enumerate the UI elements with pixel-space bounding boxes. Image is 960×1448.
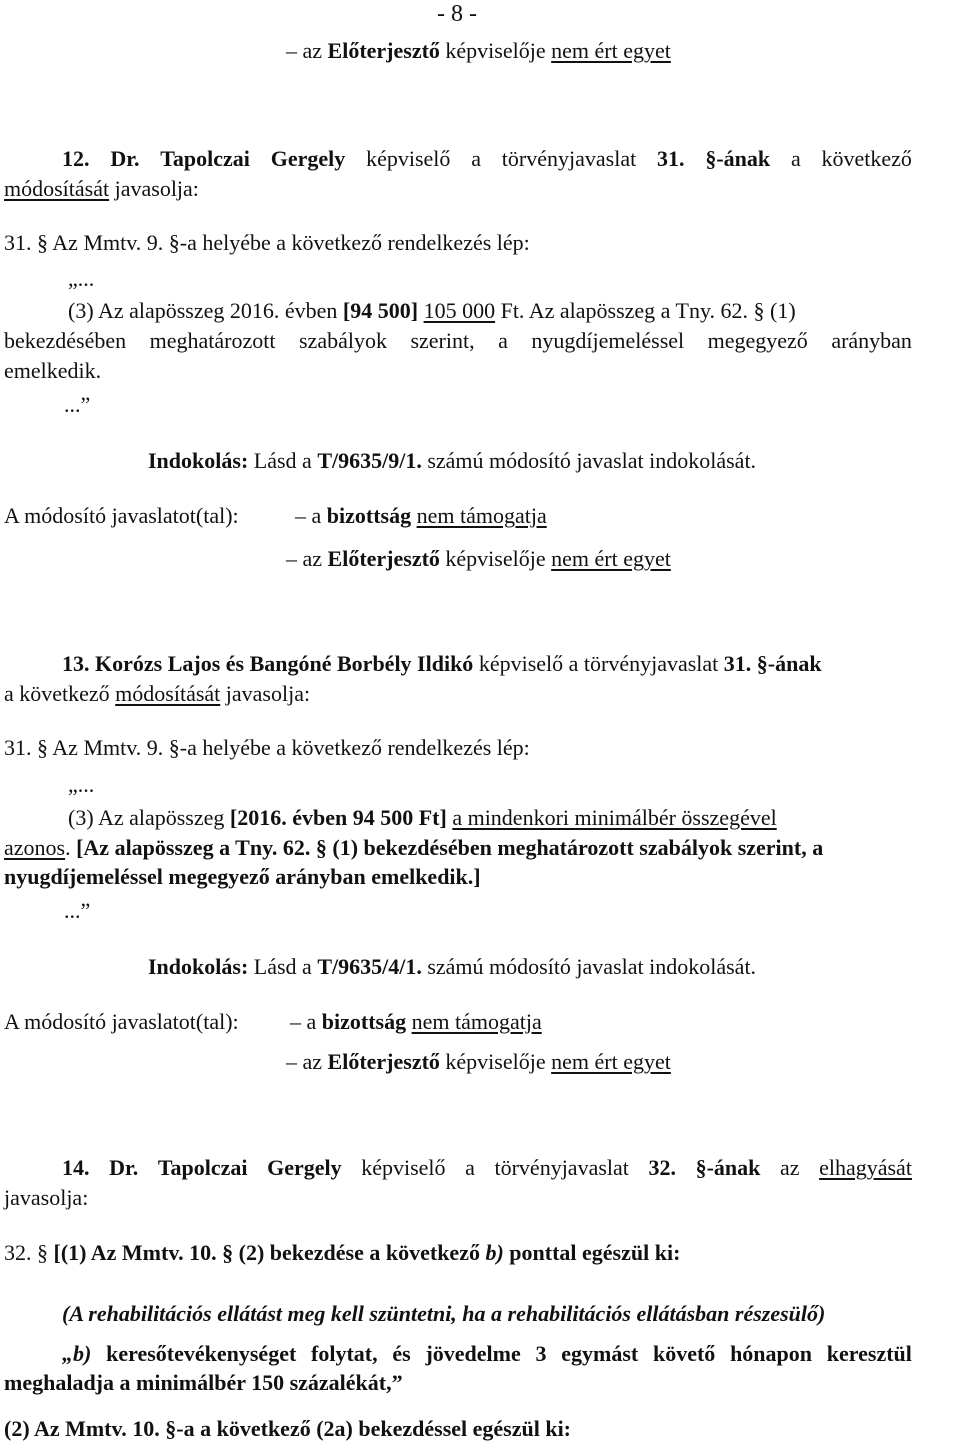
kepviseloje-text: képviselője — [439, 38, 552, 63]
item12-para-line3: emelkedik. — [4, 358, 102, 383]
item14-word: az — [779, 1155, 800, 1180]
item13-heading-line2 — [4, 683, 310, 705]
item12-javasolja: javasolja: — [109, 176, 199, 201]
item14-name2: Gergely — [267, 1155, 342, 1180]
dash-text: – a — [290, 1009, 322, 1034]
item12-indokolas — [148, 450, 756, 472]
item14-word: képviselő — [361, 1155, 446, 1180]
nem-ert-egyet-text: nem ért egyet — [551, 1049, 671, 1074]
item14-section-line — [4, 1242, 680, 1264]
item14-name1: Tapolczai — [157, 1155, 248, 1180]
indokolas-text: Lásd a — [248, 954, 318, 979]
item12-word: meghatározott — [149, 328, 276, 353]
item12-word: bekezdésében — [4, 328, 127, 353]
item14-word: a — [465, 1155, 475, 1180]
item13-eloterjeszto-line — [286, 1051, 671, 1073]
item12-word: következő — [821, 146, 912, 171]
item12-section-mark: §-ának — [705, 146, 771, 171]
item14-b-word: keresőtevékenységet — [106, 1341, 297, 1366]
item13-deleted-text: [Az alapösszeg a Tny. 62. § (1) bekezdésében meghatározott szabályok szerint, a — [76, 835, 824, 860]
item14-text: 32. § — [4, 1240, 54, 1265]
item12-text: Ft. Az alapösszeg a Tny. 62. § (1) — [495, 298, 796, 323]
item14-b-word: 3 — [535, 1341, 547, 1366]
item12-para-line2 — [4, 330, 912, 352]
indokolas-label: Indokolás: — [148, 448, 249, 473]
item14-number: 14. — [62, 1155, 90, 1180]
item12-word: nyugdíjemeléssel — [531, 328, 685, 353]
item12-dr: Dr. — [110, 146, 140, 171]
item13-mod-label: A módosító javaslatot(tal): — [4, 1009, 239, 1034]
item13-text: . — [65, 835, 77, 860]
item13-section: 31. §-ának — [723, 651, 822, 676]
indokolas-text: Lásd a — [248, 448, 318, 473]
item12-new-amount: 105 000 — [423, 298, 496, 323]
indokolas-text: számú módosító javaslat indokolását. — [421, 448, 757, 473]
dash-text: – az — [286, 546, 328, 571]
item14-b-word: egymást — [561, 1341, 639, 1366]
item12-name1: Tapolczai — [160, 146, 250, 171]
indokolas-ref: T/9635/9/1. — [317, 448, 422, 473]
nem-ert-egyet-text: nem ért egyet — [551, 546, 671, 571]
item13-heading-line1 — [62, 653, 822, 675]
indokolas-label: Indokolás: — [148, 954, 249, 979]
item14-b-word: hónapon — [730, 1341, 813, 1366]
dash-text: – az — [286, 38, 328, 63]
item14-last-line: (2) Az Mmtv. 10. §-a a következő (2a) bekezdéssel egészül ki: — [4, 1416, 572, 1441]
item12-para-line1 — [68, 300, 796, 322]
item12-modositasat: módosítását — [4, 176, 110, 201]
item14-deleted-text: [(1) Az Mmtv. 10. § (2) bekezdése a következő — [53, 1240, 486, 1265]
item13-names: Korózs Lajos és Bangóné Borbély Ildikó — [89, 651, 474, 676]
top-opinion-line — [286, 40, 671, 62]
dash-text: – az — [286, 1049, 328, 1074]
item12-word: szabályok — [299, 328, 387, 353]
item12-deleted-amount: [94 500] — [342, 298, 419, 323]
item14-b-line1 — [62, 1343, 912, 1365]
item14-b-word: folytat, — [311, 1341, 378, 1366]
item14-b-word: és — [392, 1341, 411, 1366]
bizottsag-text: bizottság — [321, 1009, 407, 1034]
item12-name2: Gergely — [270, 146, 346, 171]
item13-para-line2 — [4, 837, 823, 859]
indokolas-ref: T/9635/4/1. — [317, 954, 422, 979]
indokolas-text: számú módosító javaslat indokolását. — [421, 954, 757, 979]
item12-heading-line1 — [62, 148, 912, 170]
item12-word: a — [498, 328, 508, 353]
kepviseloje-text: képviselője — [439, 1049, 552, 1074]
item13-new-text: azonos — [4, 835, 66, 860]
bizottsag-text: bizottság — [326, 503, 412, 528]
item13-text: (3) Az alapösszeg — [68, 805, 230, 830]
item12-word: törvényjavaslat — [501, 146, 637, 171]
item13-section-line: 31. § Az Mmtv. 9. §-a helyébe a következő rendelkezés lép: — [4, 735, 530, 760]
item12-number: 12. — [62, 146, 90, 171]
item12-section-number: 31. — [657, 146, 685, 171]
item14-b-word: jövedelme — [425, 1341, 521, 1366]
item12-bizottsag-line — [295, 505, 547, 527]
item13-bizottsag-line — [290, 1011, 542, 1033]
page-number: - 8 - — [437, 1, 477, 27]
item13-javasolja: javasolja: — [220, 681, 311, 706]
kepviseloje-text: képviselője — [439, 546, 552, 571]
item13-para-line3: nyugdíjemeléssel megegyező arányban emelkedik.] — [4, 864, 481, 889]
item12-text: (3) Az alapösszeg 2016. évben — [68, 298, 343, 323]
item14-b-line2: meghaladja a minimálbér 150 százalékát,” — [4, 1370, 403, 1395]
item12-word: képviselő — [366, 146, 451, 171]
dash-text: – a — [295, 503, 327, 528]
item12-word: a — [471, 146, 481, 171]
eloterjeszto-text: Előterjesztő — [327, 38, 440, 63]
item13-open-quote: „... — [68, 772, 95, 797]
item14-italic-line: (A rehabilitációs ellátást meg kell szüntetni, ha a rehabilitációs ellátásban részesülő) — [62, 1301, 826, 1326]
eloterjeszto-text: Előterjesztő — [327, 546, 440, 571]
item13-number: 13. — [62, 651, 90, 676]
item12-heading-line2 — [4, 178, 199, 200]
item14-section-mark: §-ának — [695, 1155, 761, 1180]
item13-text: a következő — [4, 681, 116, 706]
item13-modositasat: módosítását — [115, 681, 221, 706]
item12-word: a — [790, 146, 801, 171]
item12-eloterjeszto-line — [286, 548, 671, 570]
nem-tamogatja-text: nem támogatja — [411, 1009, 542, 1034]
item14-b-marker: „b) — [62, 1341, 92, 1366]
item14-b-word: keresztül — [826, 1341, 912, 1366]
item12-section-line: 31. § Az Mmtv. 9. §-a helyébe a következő rendelkezés lép: — [4, 230, 530, 255]
nem-ert-egyet-text: nem ért egyet — [551, 38, 671, 63]
item14-b-word: követő — [652, 1341, 716, 1366]
item13-new-text: a mindenkori minimálbér összegével — [452, 805, 777, 830]
item13-text: képviselő a törvényjavaslat — [473, 651, 724, 676]
item14-deleted-text: ponttal egészül ki: — [503, 1240, 681, 1265]
nem-tamogatja-text: nem támogatja — [416, 503, 547, 528]
item14-word: törvényjavaslat — [494, 1155, 629, 1180]
item12-word: megegyező — [707, 328, 808, 353]
item14-heading-line2: javasolja: — [4, 1185, 89, 1210]
item14-elhagyasat: elhagyását — [819, 1155, 912, 1180]
item14-section-number: 32. — [648, 1155, 676, 1180]
item14-heading-line1 — [62, 1157, 912, 1179]
item14-point-b: b) — [485, 1240, 504, 1265]
item12-mod-label: A módosító javaslatot(tal): — [4, 503, 239, 528]
item13-close-quote: ...” — [64, 898, 91, 923]
eloterjeszto-text: Előterjesztő — [327, 1049, 440, 1074]
item12-open-quote: „... — [68, 266, 95, 291]
item14-dr: Dr. — [109, 1155, 139, 1180]
item13-indokolas — [148, 956, 756, 978]
item13-deleted-text: [2016. évben 94 500 Ft] — [229, 805, 447, 830]
item12-word: szerint, — [410, 328, 475, 353]
item13-para-line1 — [68, 807, 777, 829]
item12-word: arányban — [831, 328, 912, 353]
item12-close-quote: ...” — [64, 392, 91, 417]
